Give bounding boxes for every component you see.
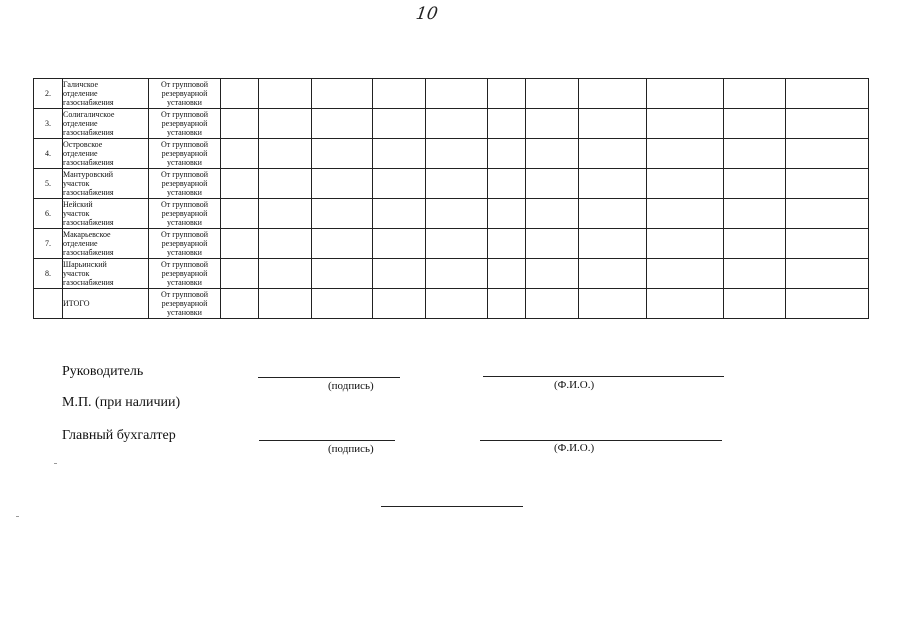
empty-cell	[312, 169, 373, 199]
empty-cell	[488, 229, 526, 259]
division-name-line: Шарьинский	[63, 260, 107, 269]
accountant-fio-caption: (Ф.И.О.)	[554, 442, 595, 454]
empty-cell	[526, 109, 579, 139]
margin-mark	[54, 463, 57, 464]
supply-source-line: резервуарной	[161, 149, 208, 158]
division-name-line: газоснабжения	[63, 158, 114, 167]
empty-cell	[426, 259, 488, 289]
empty-cell	[221, 259, 259, 289]
division-name-line: Мантуровский	[63, 170, 114, 179]
empty-cell	[426, 139, 488, 169]
head-signature-caption: (подпись)	[328, 380, 374, 392]
accountant-label: Главный бухгалтер	[62, 428, 176, 443]
empty-cell	[579, 289, 647, 319]
empty-cell	[647, 139, 724, 169]
division-name	[63, 199, 149, 229]
supply-source	[149, 229, 221, 259]
empty-cell	[724, 169, 786, 199]
empty-cell	[221, 109, 259, 139]
empty-cell	[579, 229, 647, 259]
table-row	[34, 169, 869, 199]
empty-cell	[488, 169, 526, 199]
division-name-line: участок	[63, 179, 90, 188]
division-name-line: участок	[63, 269, 90, 278]
table-row	[34, 229, 869, 259]
empty-cell	[259, 199, 312, 229]
division-name-line: Солигаличское	[63, 110, 115, 119]
empty-cell	[373, 79, 426, 109]
empty-cell	[312, 199, 373, 229]
supply-source-line: установки	[167, 248, 202, 257]
empty-cell	[221, 289, 259, 319]
empty-cell	[426, 229, 488, 259]
empty-cell	[647, 289, 724, 319]
empty-cell	[579, 79, 647, 109]
empty-cell	[259, 109, 312, 139]
supply-source-line: установки	[167, 128, 202, 137]
supply-source-line: установки	[167, 278, 202, 287]
division-name-line: отделение	[63, 89, 98, 98]
empty-cell	[647, 199, 724, 229]
row-number	[34, 289, 63, 319]
empty-cell	[312, 259, 373, 289]
division-name-line: отделение	[63, 119, 98, 128]
empty-cell	[579, 199, 647, 229]
row-number: 8.	[34, 259, 63, 289]
empty-cell	[579, 259, 647, 289]
empty-cell	[647, 229, 724, 259]
row-number: 5.	[34, 169, 63, 199]
empty-cell	[259, 289, 312, 319]
empty-cell	[259, 169, 312, 199]
supply-source-line: установки	[167, 188, 202, 197]
margin-mark	[16, 516, 19, 517]
division-name	[63, 289, 149, 319]
supply-source	[149, 139, 221, 169]
empty-cell	[426, 289, 488, 319]
supply-source-line: От групповой	[160, 290, 208, 299]
empty-cell	[426, 199, 488, 229]
supply-source-line: резервуарной	[161, 89, 208, 98]
empty-cell	[488, 139, 526, 169]
empty-cell	[647, 109, 724, 139]
empty-cell	[786, 139, 869, 169]
empty-cell	[724, 289, 786, 319]
division-name-line: газоснабжения	[63, 248, 114, 257]
empty-cell	[488, 109, 526, 139]
stamp-label: М.П. (при наличии)	[62, 395, 181, 410]
supply-source-line: резервуарной	[161, 299, 208, 308]
supply-source	[149, 199, 221, 229]
empty-cell	[221, 229, 259, 259]
data-table	[33, 78, 869, 319]
empty-cell	[426, 79, 488, 109]
division-name	[63, 259, 149, 289]
empty-cell	[724, 199, 786, 229]
empty-cell	[526, 139, 579, 169]
empty-cell	[488, 79, 526, 109]
empty-cell	[312, 139, 373, 169]
division-name-line: газоснабжения	[63, 128, 114, 137]
accountant-signature-line	[259, 440, 395, 441]
division-name-line: газоснабжения	[63, 278, 114, 287]
empty-cell	[488, 289, 526, 319]
empty-cell	[526, 259, 579, 289]
supply-source	[149, 259, 221, 289]
division-name-line: Макарьевское	[63, 230, 111, 239]
empty-cell	[312, 79, 373, 109]
division-name-line: отделение	[63, 149, 98, 158]
supply-source-line: От групповой	[160, 260, 208, 269]
table-row	[34, 109, 869, 139]
empty-cell	[488, 259, 526, 289]
supply-source-line: установки	[167, 308, 202, 317]
empty-cell	[786, 169, 869, 199]
division-name-line: Островское	[63, 140, 103, 149]
closing-line	[381, 506, 523, 507]
table-row	[34, 139, 869, 169]
empty-cell	[373, 169, 426, 199]
division-name-line: отделение	[63, 239, 98, 248]
empty-cell	[221, 169, 259, 199]
supply-source-line: установки	[167, 158, 202, 167]
supply-source-line: От групповой	[160, 230, 208, 239]
head-fio-caption: (Ф.И.О.)	[554, 379, 595, 391]
empty-cell	[579, 139, 647, 169]
empty-cell	[373, 109, 426, 139]
empty-cell	[373, 229, 426, 259]
empty-cell	[221, 79, 259, 109]
empty-cell	[221, 139, 259, 169]
head-signature-line	[258, 377, 400, 378]
row-number: 4.	[34, 139, 63, 169]
empty-cell	[786, 289, 869, 319]
empty-cell	[579, 169, 647, 199]
empty-cell	[786, 79, 869, 109]
supply-source-line: От групповой	[160, 110, 208, 119]
table-row	[34, 259, 869, 289]
empty-cell	[526, 229, 579, 259]
row-number: 6.	[34, 199, 63, 229]
division-name-line: газоснабжения	[63, 188, 114, 197]
accountant-signature-caption: (подпись)	[328, 443, 374, 455]
division-name-line: ИТОГО	[63, 299, 90, 308]
supply-source-line: установки	[167, 98, 202, 107]
empty-cell	[786, 109, 869, 139]
empty-cell	[786, 199, 869, 229]
supply-source	[149, 109, 221, 139]
empty-cell	[647, 169, 724, 199]
row-number: 7.	[34, 229, 63, 259]
empty-cell	[312, 229, 373, 259]
empty-cell	[259, 139, 312, 169]
table-row	[34, 199, 869, 229]
head-label: Руководитель	[62, 364, 144, 379]
table-row	[34, 289, 869, 319]
empty-cell	[312, 289, 373, 319]
table-row	[34, 79, 869, 109]
supply-source-line: установки	[167, 218, 202, 227]
supply-source-line: резервуарной	[161, 209, 208, 218]
empty-cell	[426, 109, 488, 139]
supply-source	[149, 79, 221, 109]
empty-cell	[786, 229, 869, 259]
supply-source-line: От групповой	[160, 170, 208, 179]
empty-cell	[373, 259, 426, 289]
division-name-line: Нейский	[63, 200, 93, 209]
empty-cell	[259, 79, 312, 109]
accountant-fio-line	[480, 440, 722, 441]
supply-source-line: От групповой	[160, 140, 208, 149]
division-name-line: газоснабжения	[63, 218, 114, 227]
row-number: 2.	[34, 79, 63, 109]
empty-cell	[259, 259, 312, 289]
empty-cell	[373, 199, 426, 229]
page-number: 10	[414, 4, 440, 24]
supply-source-line: резервуарной	[161, 179, 208, 188]
supply-source	[149, 169, 221, 199]
supply-source-line: резервуарной	[161, 119, 208, 128]
empty-cell	[647, 259, 724, 289]
empty-cell	[312, 109, 373, 139]
division-name-line: участок	[63, 209, 90, 218]
supply-source-line: От групповой	[160, 200, 208, 209]
empty-cell	[526, 289, 579, 319]
division-name	[63, 139, 149, 169]
empty-cell	[426, 169, 488, 199]
empty-cell	[724, 79, 786, 109]
head-fio-line	[483, 376, 724, 377]
supply-source-line: От групповой	[160, 80, 208, 89]
empty-cell	[647, 79, 724, 109]
empty-cell	[724, 109, 786, 139]
empty-cell	[259, 229, 312, 259]
empty-cell	[724, 259, 786, 289]
empty-cell	[724, 139, 786, 169]
empty-cell	[373, 139, 426, 169]
supply-source-line: резервуарной	[161, 269, 208, 278]
empty-cell	[786, 259, 869, 289]
table-body	[34, 79, 869, 319]
supply-source	[149, 289, 221, 319]
empty-cell	[526, 199, 579, 229]
empty-cell	[526, 169, 579, 199]
division-name	[63, 229, 149, 259]
division-name-line: газоснабжения	[63, 98, 114, 107]
division-name	[63, 169, 149, 199]
division-name	[63, 79, 149, 109]
empty-cell	[373, 289, 426, 319]
empty-cell	[526, 79, 579, 109]
empty-cell	[221, 199, 259, 229]
empty-cell	[579, 109, 647, 139]
empty-cell	[724, 229, 786, 259]
division-name	[63, 109, 149, 139]
division-name-line: Галичское	[63, 80, 99, 89]
empty-cell	[488, 199, 526, 229]
supply-source-line: резервуарной	[161, 239, 208, 248]
row-number: 3.	[34, 109, 63, 139]
